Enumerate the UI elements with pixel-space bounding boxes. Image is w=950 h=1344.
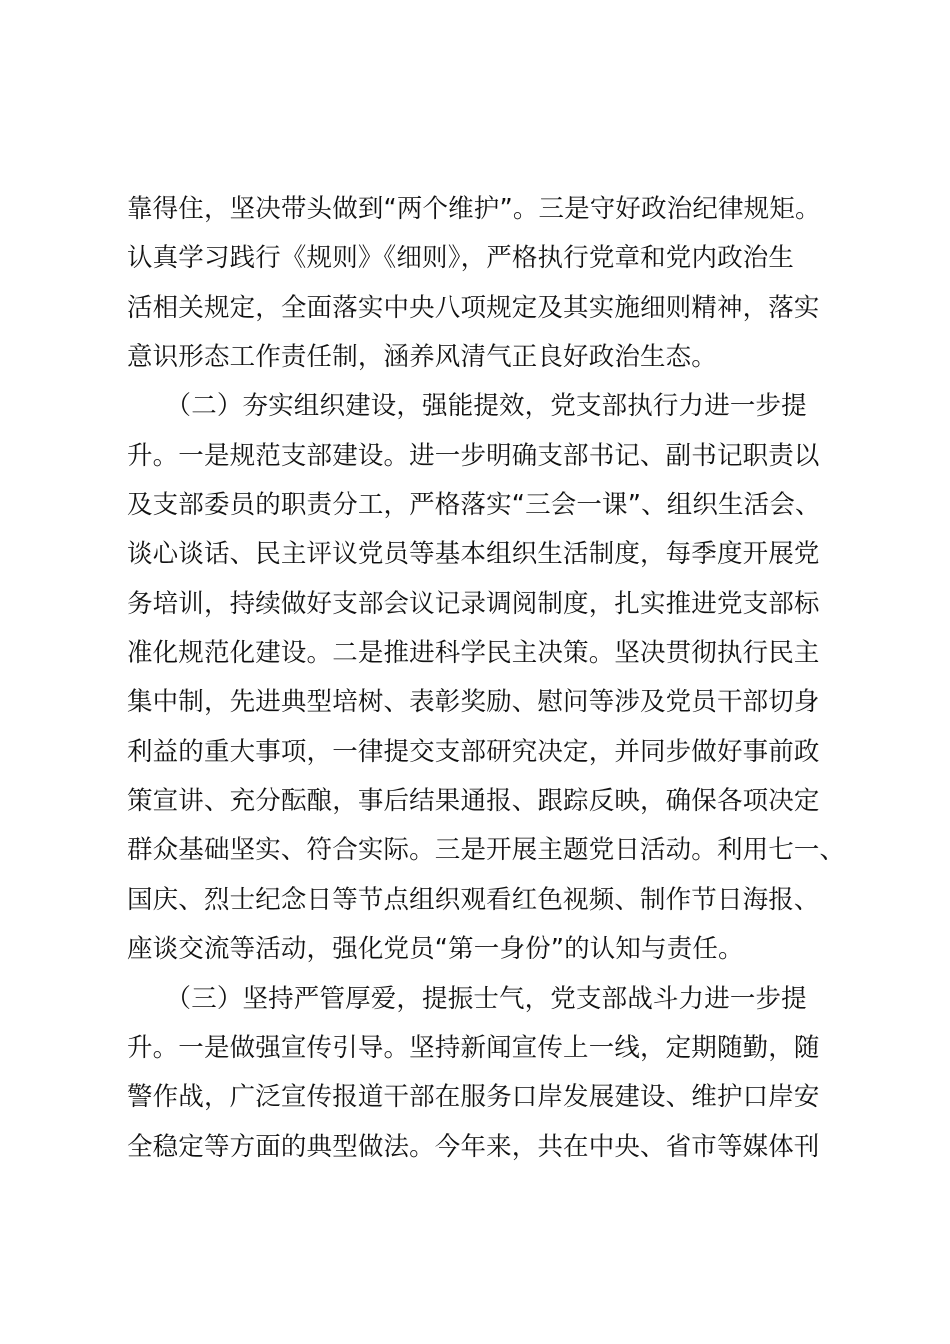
text-line: 升。一是做强宣传引导。坚持新闻宣传上一线，定期随勤，随 xyxy=(127,1032,820,1063)
section-heading-line: （二）夯实组织建设，强能提效，党支部执行力进一步提 xyxy=(127,391,807,422)
text-line: 谈心谈话、民主评议党员等基本组织生活制度，每季度开展党 xyxy=(127,539,820,570)
text-line: 利益的重大事项，一律提交支部研究决定，并同步做好事前政 xyxy=(127,736,820,767)
text-line: 认真学习践行《规则》《细则》，严格执行党章和党内政治生 xyxy=(127,243,795,274)
text-line: 警作战，广泛宣传报道干部在服务口岸发展建设、维护口岸安 xyxy=(127,1082,820,1113)
text-line: 全稳定等方面的典型做法。今年来，共在中央、省市等媒体刊 xyxy=(127,1131,820,1162)
section-heading-line: （三）坚持严管厚爱，提振士气，党支部战斗力进一步提 xyxy=(127,983,807,1014)
text-line: 座谈交流等活动，强化党员“第一身份”的认知与责任。 xyxy=(127,934,744,965)
body-text xyxy=(127,185,847,1172)
text-line: 准化规范化建设。二是推进科学民主决策。坚决贯彻执行民主 xyxy=(127,638,820,669)
text-line: 活相关规定，全面落实中央八项规定及其实施细则精神，落实 xyxy=(127,292,820,323)
text-line: 集中制，先进典型培树、表彰奖励、慰问等涉及党员干部切身 xyxy=(127,687,820,718)
text-line: 意识形态工作责任制，涵养风清气正良好政治生态。 xyxy=(127,342,717,373)
text-line: 靠得住，坚决带头做到“两个维护”。三是守好政治纪律规矩。 xyxy=(127,194,821,224)
text-line: 策宣讲、充分酝酿，事后结果通报、跟踪反映，确保各项决定 xyxy=(127,786,820,817)
text-line: 务培训，持续做好支部会议记录调阅制度，扎实推进党支部标 xyxy=(127,588,820,619)
text-line: 群众基础坚实、符合实际。三是开展主题党日活动。利用七一、 xyxy=(127,835,846,866)
text-line: 升。一是规范支部建设。进一步明确支部书记、副书记职责以 xyxy=(127,440,820,471)
text-line: 国庆、烈士纪念日等节点组织观看红色视频、制作节日海报、 xyxy=(127,884,820,915)
text-line: 及支部委员的职责分工，严格落实“三会一课”、组织生活会、 xyxy=(127,490,821,521)
